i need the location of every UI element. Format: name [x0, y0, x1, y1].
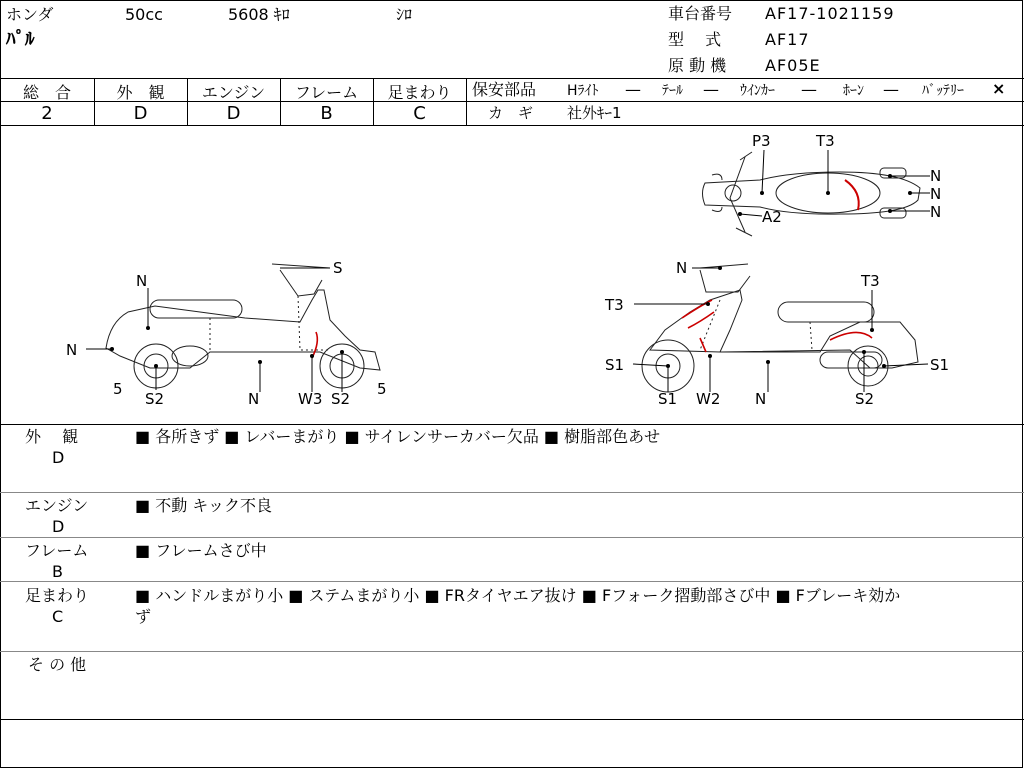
grid-col-5 — [466, 78, 467, 125]
diag-left-s2-rear: S2 — [145, 390, 165, 408]
grade-suspension: C — [413, 103, 426, 124]
displacement: 50cc — [125, 5, 163, 24]
grade-header-total: 総 合 — [22, 83, 71, 102]
grade-engine: D — [226, 103, 241, 124]
note-frame-grade: B — [52, 562, 63, 581]
diag-left-s2-front: S2 — [331, 390, 351, 408]
diag-left-5-rear: 5 — [113, 380, 123, 398]
safety-horn-name: ﾎｰﾝ — [843, 83, 864, 99]
safety-tail-name: ﾃｰﾙ — [662, 83, 683, 99]
color: ｼﾛ — [396, 5, 413, 24]
safety-winker-name: ｳｲﾝｶｰ — [740, 83, 775, 99]
note-suspension-title: 足まわり — [25, 586, 90, 605]
engine-value: AF05E — [765, 56, 821, 75]
safety-winker-value: — — [801, 80, 817, 99]
diag-right-n-bottom: N — [755, 390, 767, 408]
diag-left-n-top: N — [136, 272, 148, 290]
safety-label: 保安部品 — [472, 80, 537, 99]
diag-top-a2: A2 — [762, 208, 782, 226]
safety-battery-value: × — [992, 79, 1006, 98]
diag-left-w3: W3 — [298, 390, 323, 408]
maker: ホンダ — [6, 5, 54, 24]
note-suspension-text-2: ず — [135, 607, 152, 626]
scooter-top-view — [703, 152, 921, 236]
diag-top-n2: N — [930, 185, 942, 203]
notes-line-4 — [0, 651, 1024, 652]
grade-header-frame: フレーム — [294, 83, 359, 102]
type-label: 型 式 — [668, 30, 722, 49]
diagram-bottom-line — [0, 424, 1024, 425]
diag-top-n3: N — [930, 203, 942, 221]
notes-line-1 — [0, 492, 1024, 493]
note-frame-text: ■ フレームさび中 — [135, 541, 267, 560]
diag-left-s: S — [333, 259, 343, 277]
note-suspension-grade: C — [52, 607, 64, 626]
note-engine-text: ■ 不動 キック不良 — [135, 496, 272, 515]
note-exterior-title: 外 観 — [25, 427, 79, 446]
notes-line-2 — [0, 537, 1024, 538]
diag-right-t3-rear: T3 — [861, 272, 880, 290]
diag-right-n-top: N — [676, 259, 688, 277]
engine-label: 原 動 機 — [668, 56, 727, 75]
diag-left-n-front: N — [66, 341, 78, 359]
diag-right-s1-rear: S1 — [930, 356, 950, 374]
note-engine-title: エンジン — [25, 496, 89, 515]
note-exterior-grade: D — [52, 448, 65, 467]
grade-exterior: D — [133, 103, 148, 124]
notes-line-5 — [0, 719, 1024, 720]
grade-total: 2 — [41, 103, 53, 124]
safety-tail-value: — — [703, 80, 719, 99]
header-divider — [0, 78, 1024, 79]
safety-battery-name: ﾊﾞｯﾃﾘｰ — [922, 83, 964, 99]
diag-right-w2: W2 — [696, 390, 721, 408]
diagram-leader-lines — [86, 150, 930, 392]
mileage: 5608 ｷﾛ — [228, 5, 290, 24]
note-frame-title: フレーム — [25, 541, 89, 560]
diag-top-n1: N — [930, 167, 942, 185]
diag-left-5-front: 5 — [377, 380, 387, 398]
safety-horn-value: — — [883, 80, 899, 99]
diag-right-s2: S2 — [855, 390, 875, 408]
type-value: AF17 — [765, 30, 810, 49]
grade-header-exterior: 外 観 — [116, 83, 165, 102]
note-other-title: そ の 他 — [28, 655, 87, 674]
diag-top-p3: P3 — [752, 132, 771, 150]
key-value: 社外ｷｰ1 — [567, 104, 622, 122]
notes-line-3 — [0, 581, 1024, 582]
model-name: ﾊﾟﾙ — [6, 28, 35, 50]
diag-top-t3: T3 — [816, 132, 835, 150]
safety-headlight-name: Hﾗｲﾄ — [567, 83, 599, 99]
diag-right-s1-bottom: S1 — [658, 390, 678, 408]
diag-right-s1-left: S1 — [605, 356, 625, 374]
diag-right-t3-front: T3 — [605, 296, 624, 314]
key-label: カ ギ — [488, 104, 534, 122]
note-exterior-text: ■ 各所きず ■ レバーまがり ■ サイレンサーカバー欠品 ■ 樹脂部色あせ — [135, 427, 661, 446]
frame-no: AF17-1021159 — [765, 4, 895, 23]
note-engine-grade: D — [52, 517, 65, 536]
grade-header-engine: エンジン — [201, 83, 266, 102]
note-suspension-text-1: ■ ハンドルまがり小 ■ ステムまがり小 ■ FRタイヤエア抜け ■ Fフォーク摺動部さび中 ■ Fブレーキ効か — [135, 586, 901, 605]
grade-header-suspension: 足まわり — [387, 83, 452, 102]
grade-frame: B — [320, 103, 333, 124]
frame-no-label: 車台番号 — [668, 4, 733, 23]
safety-headlight-value: — — [625, 80, 641, 99]
diag-left-n-bottom: N — [248, 390, 260, 408]
